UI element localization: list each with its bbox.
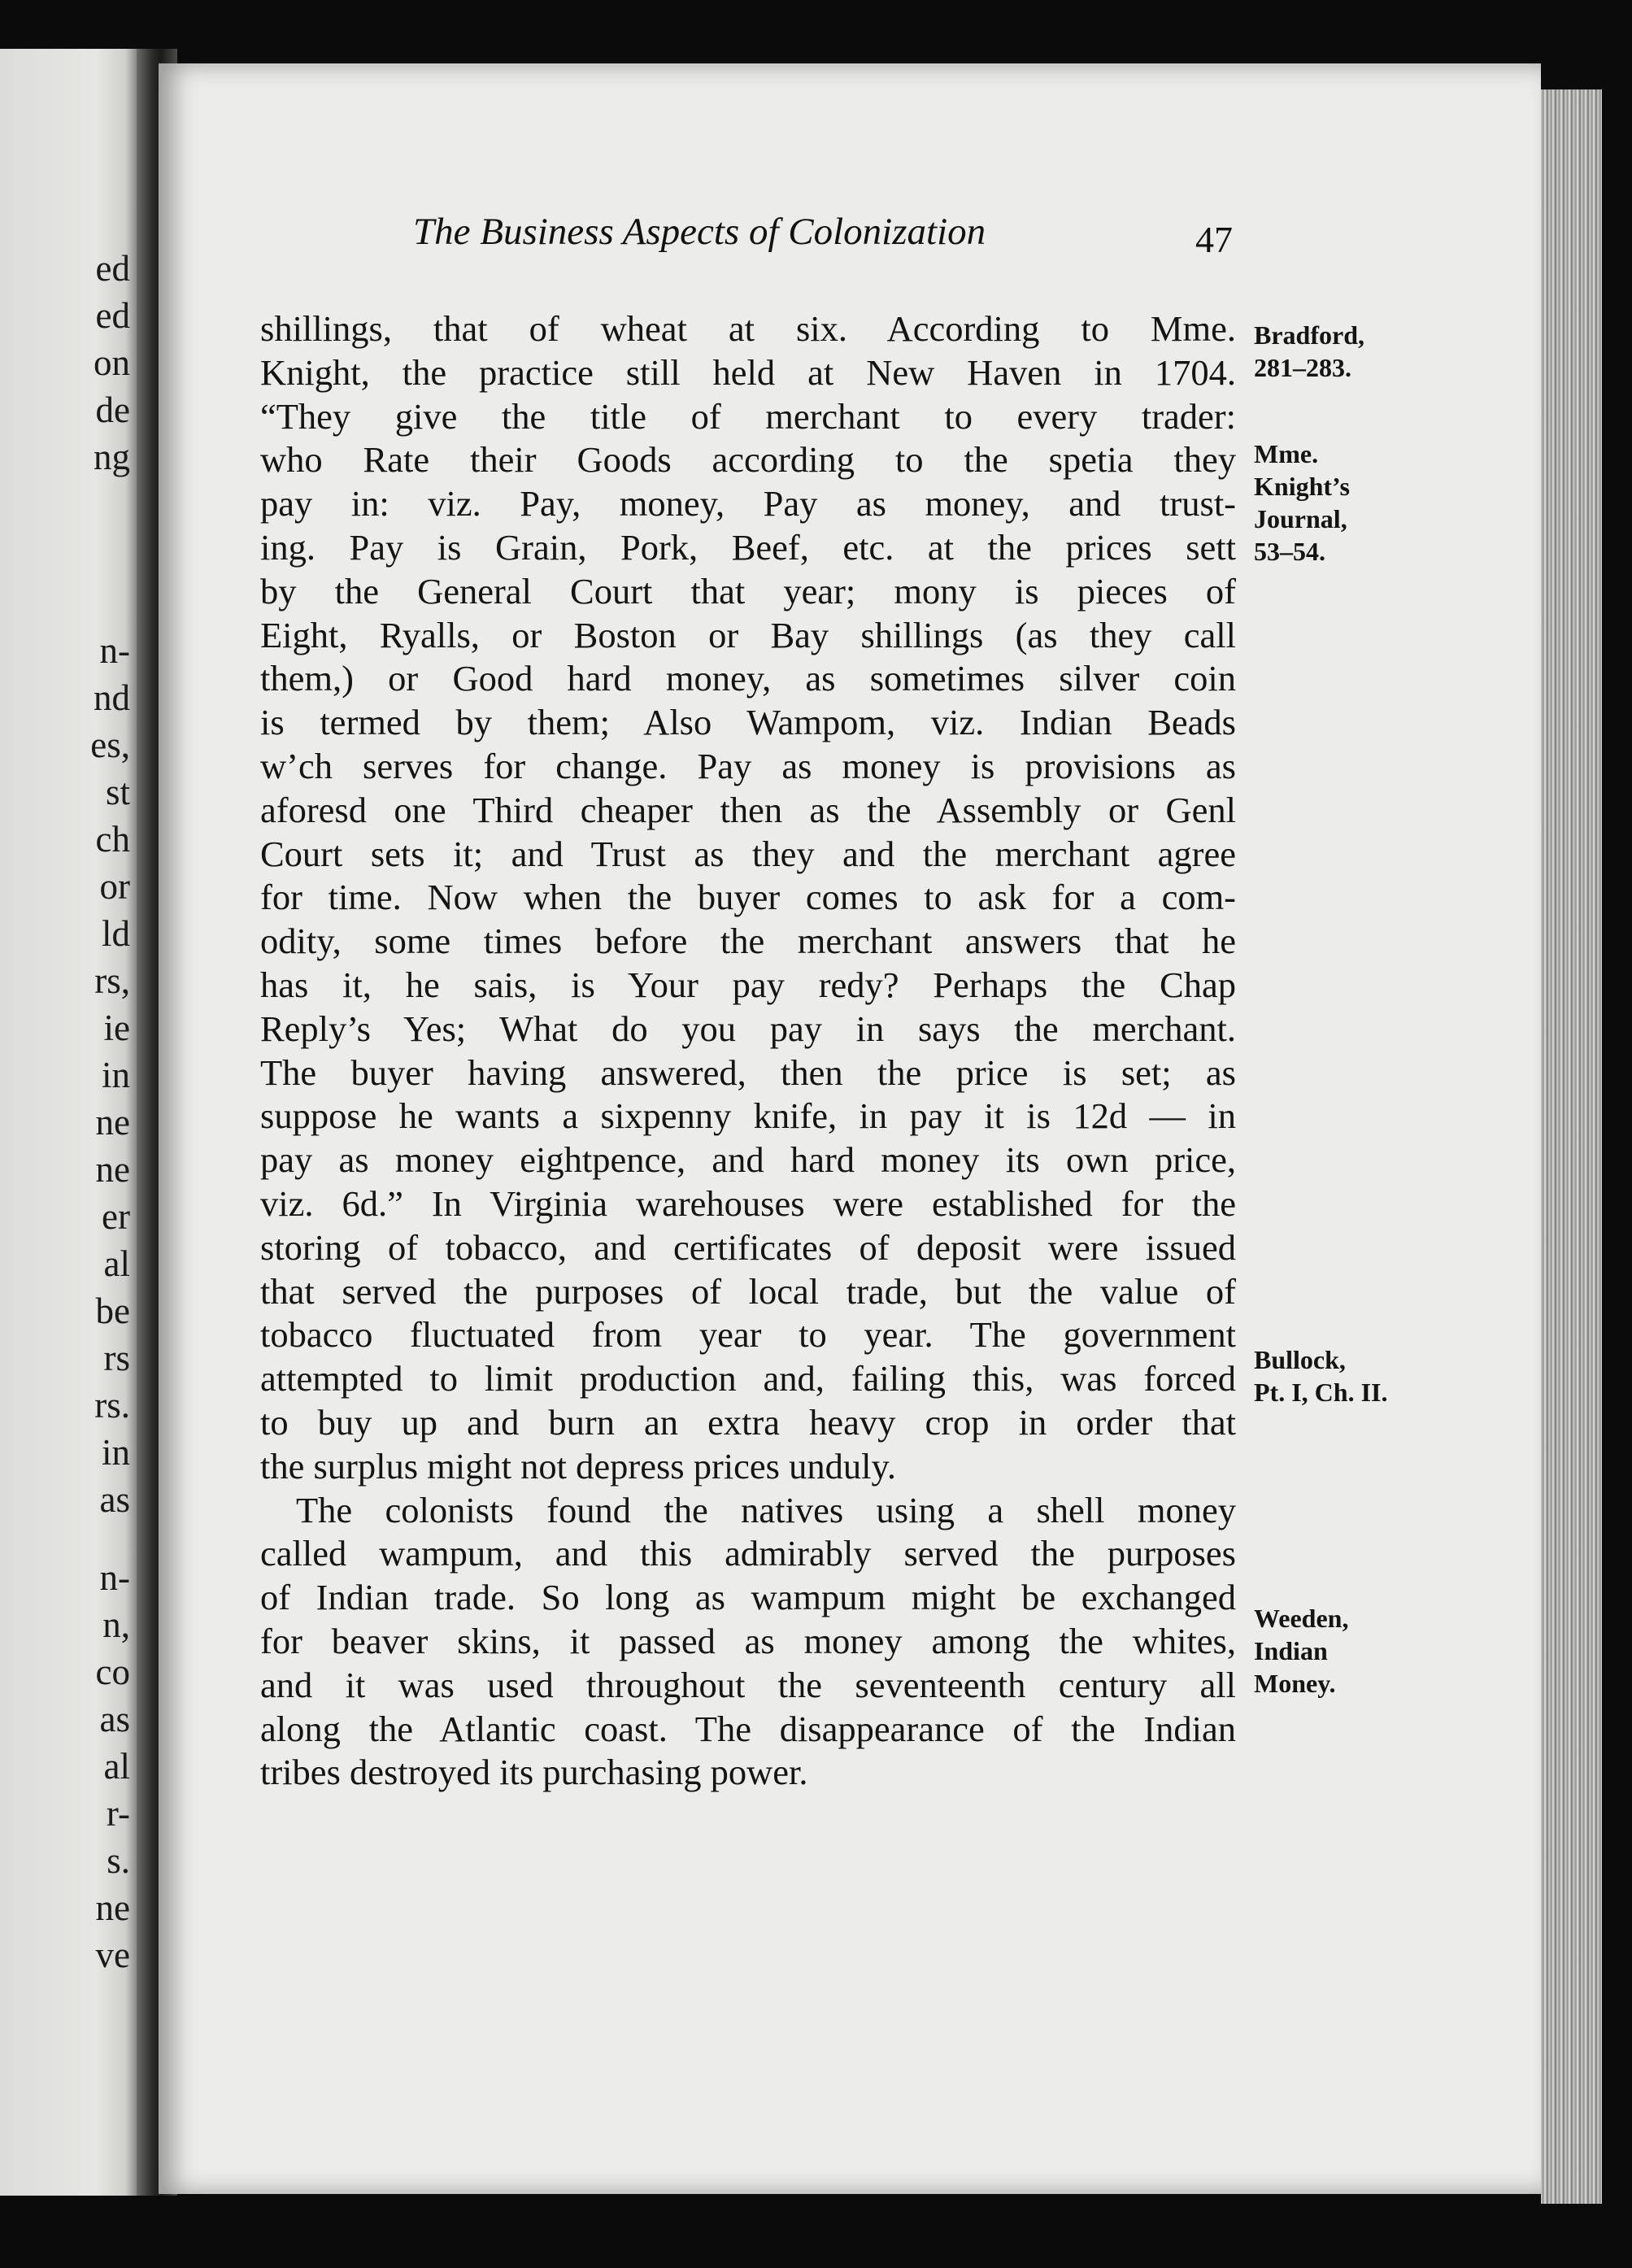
running-header-title: The Business Aspects of Colonization: [413, 211, 986, 253]
left-page-fragment: rs.: [94, 1385, 130, 1426]
left-page-fragment: er: [102, 1196, 130, 1237]
left-page-fragment: n-: [99, 630, 130, 671]
margin-note-line: 281–283.: [1254, 353, 1351, 382]
text-line: the surplus might not depress prices unduly.: [260, 1445, 896, 1487]
left-page-fragment: as: [99, 1699, 130, 1739]
left-page-fragment: ed: [95, 248, 130, 289]
left-page-fragment: de: [95, 390, 130, 430]
left-page-edge: [0, 49, 137, 2196]
margin-note-knight: [1254, 437, 1449, 568]
left-page-fragment: ld: [101, 913, 130, 954]
left-page-fragment: co: [95, 1652, 130, 1692]
margin-note-line: 53–54.: [1254, 537, 1325, 566]
text-line: tribes destroyed its purchasing power.: [260, 1752, 808, 1793]
left-page-fragment: in: [101, 1432, 130, 1473]
left-page-fragment: ng: [94, 437, 130, 477]
text-line: viz. 6d.” In Virginia warehouses were established for the: [260, 1182, 1236, 1224]
margin-note-bullock: [1254, 1343, 1449, 1408]
margin-note-line: Money.: [1254, 1669, 1336, 1698]
text-line: to buy up and burn an extra heavy crop in order that: [260, 1401, 1236, 1443]
left-page-fragment: on: [94, 342, 130, 383]
text-line: that served the purposes of local trade, but the value of: [260, 1270, 1236, 1312]
margin-note-line: Weeden,: [1254, 1604, 1349, 1633]
margin-note-line: Journal,: [1254, 504, 1347, 533]
text-line: has it, he sais, is Your pay redy? Perhaps the Chap: [260, 964, 1236, 1005]
left-page-fragment: in: [101, 1055, 130, 1095]
text-line: suppose he wants a sixpenny knife, in pay it is 12d — in: [260, 1095, 1236, 1137]
left-page-fragment: be: [95, 1291, 130, 1331]
margin-note-line: Bradford,: [1254, 320, 1364, 350]
text-line: by the General Court that year; mony is pieces of: [260, 570, 1236, 612]
text-line: ing. Pay is Grain, Pork, Beef, etc. at the prices sett: [260, 526, 1236, 568]
page-edges: [1541, 89, 1602, 2204]
text-line: along the Atlantic coast. The disappearance of the Indian: [260, 1708, 1236, 1749]
left-page-fragment: ne: [95, 1149, 130, 1190]
body-text: [260, 307, 1236, 1795]
text-line: Eight, Ryalls, or Boston or Bay shillings (as they call: [260, 614, 1236, 655]
page-number: 47: [1195, 219, 1233, 260]
margin-note-line: Knight’s: [1254, 472, 1350, 501]
text-line: tobacco fluctuated from year to year. The government: [260, 1314, 1236, 1356]
text-line: pay as money eightpence, and hard money its own price,: [260, 1139, 1236, 1181]
left-page-fragment: as: [99, 1479, 130, 1520]
left-page-fragment: ne: [95, 1887, 130, 1928]
text-line: shillings, that of wheat at six. According to Mme.: [260, 308, 1236, 349]
left-page-fragment: ed: [95, 295, 130, 336]
left-page-fragment: al: [103, 1746, 130, 1787]
left-page-fragment: n,: [102, 1604, 130, 1645]
text-line: The buyer having answered, then the price is set; as: [260, 1051, 1236, 1093]
left-page-fragment: s.: [107, 1840, 130, 1881]
text-line: them,) or Good hard money, as sometimes silver coin: [260, 658, 1236, 699]
left-page-fragment: or: [99, 866, 130, 907]
text-line: for time. Now when the buyer comes to ask for a com-: [260, 877, 1236, 918]
margin-note-line: Indian: [1254, 1636, 1328, 1665]
text-line: Knight, the practice still held at New Haven in 1704.: [260, 351, 1236, 393]
left-page-fragment: ch: [95, 819, 130, 860]
left-page-fragment: es,: [90, 725, 130, 765]
text-line: storing of tobacco, and certificates of deposit were issued: [260, 1226, 1236, 1268]
text-line: for beaver skins, it passed as money among the whites,: [260, 1620, 1236, 1661]
margin-note-bradford: [1254, 319, 1449, 384]
left-page-fragment: ve: [95, 1935, 130, 1975]
left-page-fragment: n-: [99, 1557, 130, 1598]
text-line: who Rate their Goods according to the spetia they: [260, 439, 1236, 481]
text-line: “They give the title of merchant to every trader:: [260, 395, 1236, 437]
text-line: Reply’s Yes; What do you pay in says the merchant.: [260, 1008, 1236, 1049]
left-page-fragment: rs: [103, 1338, 130, 1378]
text-line: and it was used throughout the seventeenth century all: [260, 1664, 1236, 1705]
left-page-fragment: rs,: [94, 960, 130, 1001]
left-page-fragment: ne: [95, 1102, 130, 1143]
left-page-fragment: ie: [103, 1008, 130, 1048]
text-line: of Indian trade. So long as wampum might be exchanged: [260, 1577, 1236, 1618]
left-page-fragment: r-: [106, 1793, 130, 1834]
text-line: The colonists found the natives using a shell money: [296, 1489, 1236, 1530]
text-line: is termed by them; Also Wampom, viz. Indian Beads: [260, 702, 1236, 743]
margin-note-line: Pt. I, Ch. II.: [1254, 1378, 1388, 1407]
text-line: aforesd one Third cheaper then as the Assembly or Genl: [260, 789, 1236, 830]
margin-note-weeden: [1254, 1602, 1449, 1700]
margin-note-line: Bullock,: [1254, 1345, 1346, 1374]
text-line: w’ch serves for change. Pay as money is provisions as: [260, 745, 1236, 786]
left-page-fragment: al: [103, 1243, 130, 1284]
text-line: attempted to limit production and, failing this, was forced: [260, 1358, 1236, 1400]
margin-note-line: Mme.: [1254, 439, 1319, 468]
left-page-fragment: nd: [94, 677, 130, 718]
text-line: odity, some times before the merchant answers that he: [260, 921, 1236, 962]
text-line: pay in: viz. Pay, money, Pay as money, and trust-: [260, 483, 1236, 525]
left-page-fragment: st: [105, 772, 130, 812]
text-line: Court sets it; and Trust as they and the merchant agree: [260, 833, 1236, 874]
text-line: called wampum, and this admirably served the purposes: [260, 1533, 1236, 1574]
